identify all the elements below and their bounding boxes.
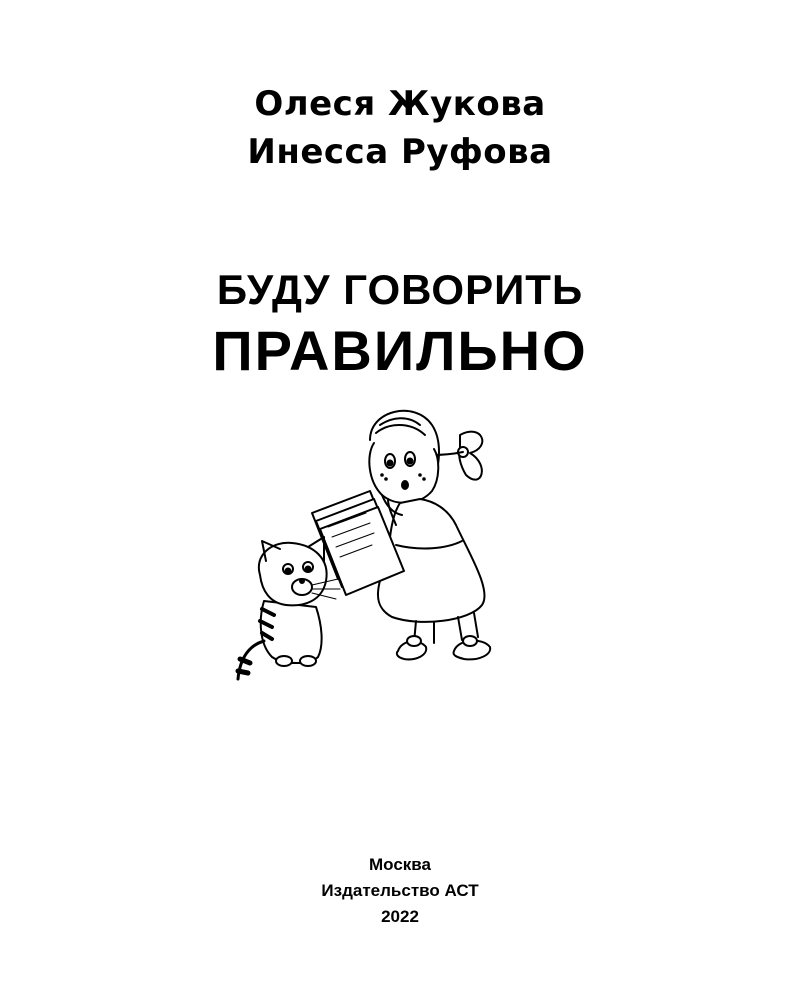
imprint-city: Москва (369, 855, 431, 874)
cat-illustration (238, 537, 340, 679)
title-line-2: ПРАВИЛЬНО (212, 319, 588, 382)
book-title (0, 262, 800, 384)
cover-illustration (220, 395, 580, 695)
imprint-publisher: Издательство АСТ (321, 881, 479, 900)
authors-block (0, 80, 800, 176)
imprint-block (0, 852, 800, 930)
author-2: Инесса Руфова (247, 132, 553, 172)
title-line-1: БУДУ ГОВОРИТЬ (216, 266, 584, 313)
author-1: Олеся Жукова (254, 84, 546, 124)
imprint-year: 2022 (381, 907, 419, 926)
